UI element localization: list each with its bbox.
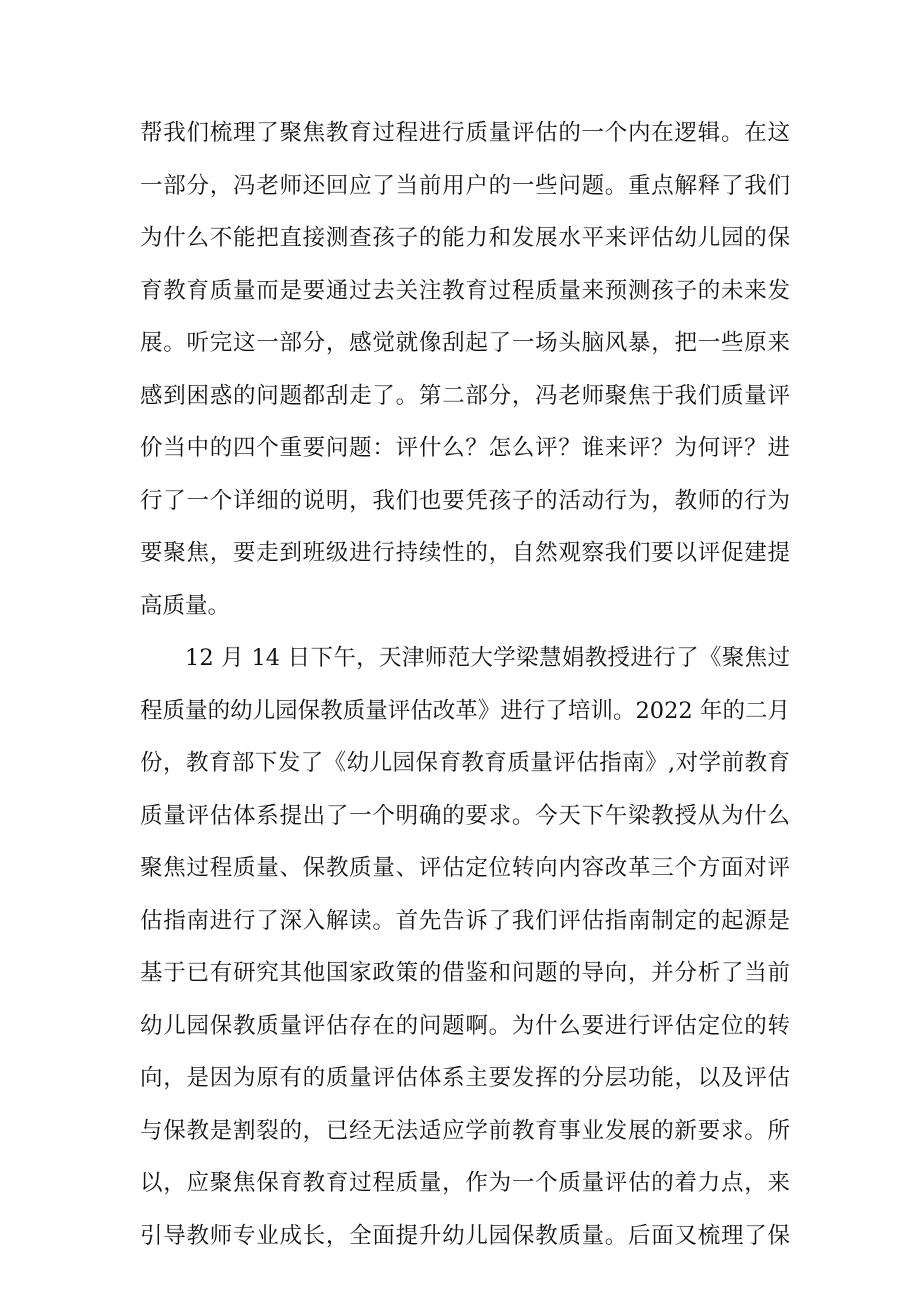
paragraph-line: 幼儿园保教质量评估存在的问题啊。为什么要进行评估定位的转 <box>140 1012 790 1039</box>
paragraph-line: 引导教师专业成长，全面提升幼儿园保教质量。后面又梳理了保 <box>140 1222 790 1249</box>
paragraph-line: 育教育质量而是要通过去关注教育过程质量来预测孩子的未来发 <box>140 277 790 304</box>
paragraph-line: 要聚焦，要走到班级进行持续性的，自然观察我们要以评促建提 <box>140 540 790 566</box>
paragraph-line: 聚焦过程质量、保教质量、评估定位转向内容改革三个方面对评 <box>140 855 790 881</box>
paragraph-line: 行了一个详细的说明，我们也要凭孩子的活动行为，教师的行为 <box>140 487 790 514</box>
paragraph-line: 份，教育部下发了《幼儿园保育教育质量评估指南》,对学前教育 <box>140 750 790 776</box>
paragraph-line: 以，应聚焦保育教育过程质量，作为一个质量评估的着力点，来 <box>140 1170 790 1196</box>
paragraph-line: 一部分，冯老师还回应了当前用户的一些问题。重点解释了我们 <box>140 172 790 199</box>
paragraph-line: 估指南进行了深入解读。首先告诉了我们评估指南制定的起源是 <box>140 907 790 934</box>
paragraph-line: 程质量的幼儿园保教质量评估改革》进行了培训。2022 年的二月 <box>140 697 790 724</box>
paragraph-line: 价当中的四个重要问题：评什么？怎么评？谁来评？为何评？进 <box>140 435 790 461</box>
paragraph-line: 感到困惑的问题都刮走了。第二部分，冯老师聚焦于我们质量评 <box>140 382 790 409</box>
paragraph-line: 向，是因为原有的质量评估体系主要发挥的分层功能，以及评估 <box>140 1065 790 1091</box>
paragraph-line: 质量评估体系提出了一个明确的要求。今天下午梁教授从为什么 <box>140 802 790 829</box>
paragraph-line: 展。听完这一部分，感觉就像刮起了一场头脑风暴，把一些原来 <box>140 330 790 356</box>
paragraph-line: 与保教是割裂的，已经无法适应学前教育事业发展的新要求。所 <box>140 1117 790 1144</box>
paragraph-line: 高质量。 <box>140 592 231 619</box>
paragraph-line: 为什么不能把直接测查孩子的能力和发展水平来评估幼儿园的保 <box>140 225 790 251</box>
paragraph-2 <box>140 632 790 1262</box>
paragraph-line: 基于已有研究其他国家政策的借鉴和问题的导向，并分析了当前 <box>140 960 790 986</box>
paragraph-line: 帮我们梳理了聚焦教育过程进行质量评估的一个内在逻辑。在这 <box>140 120 790 146</box>
paragraph-1 <box>140 107 790 632</box>
body-text <box>140 107 790 1262</box>
paragraph-line: 12 月 14 日下午，天津师范大学梁慧娟教授进行了《聚焦过 <box>185 645 790 671</box>
